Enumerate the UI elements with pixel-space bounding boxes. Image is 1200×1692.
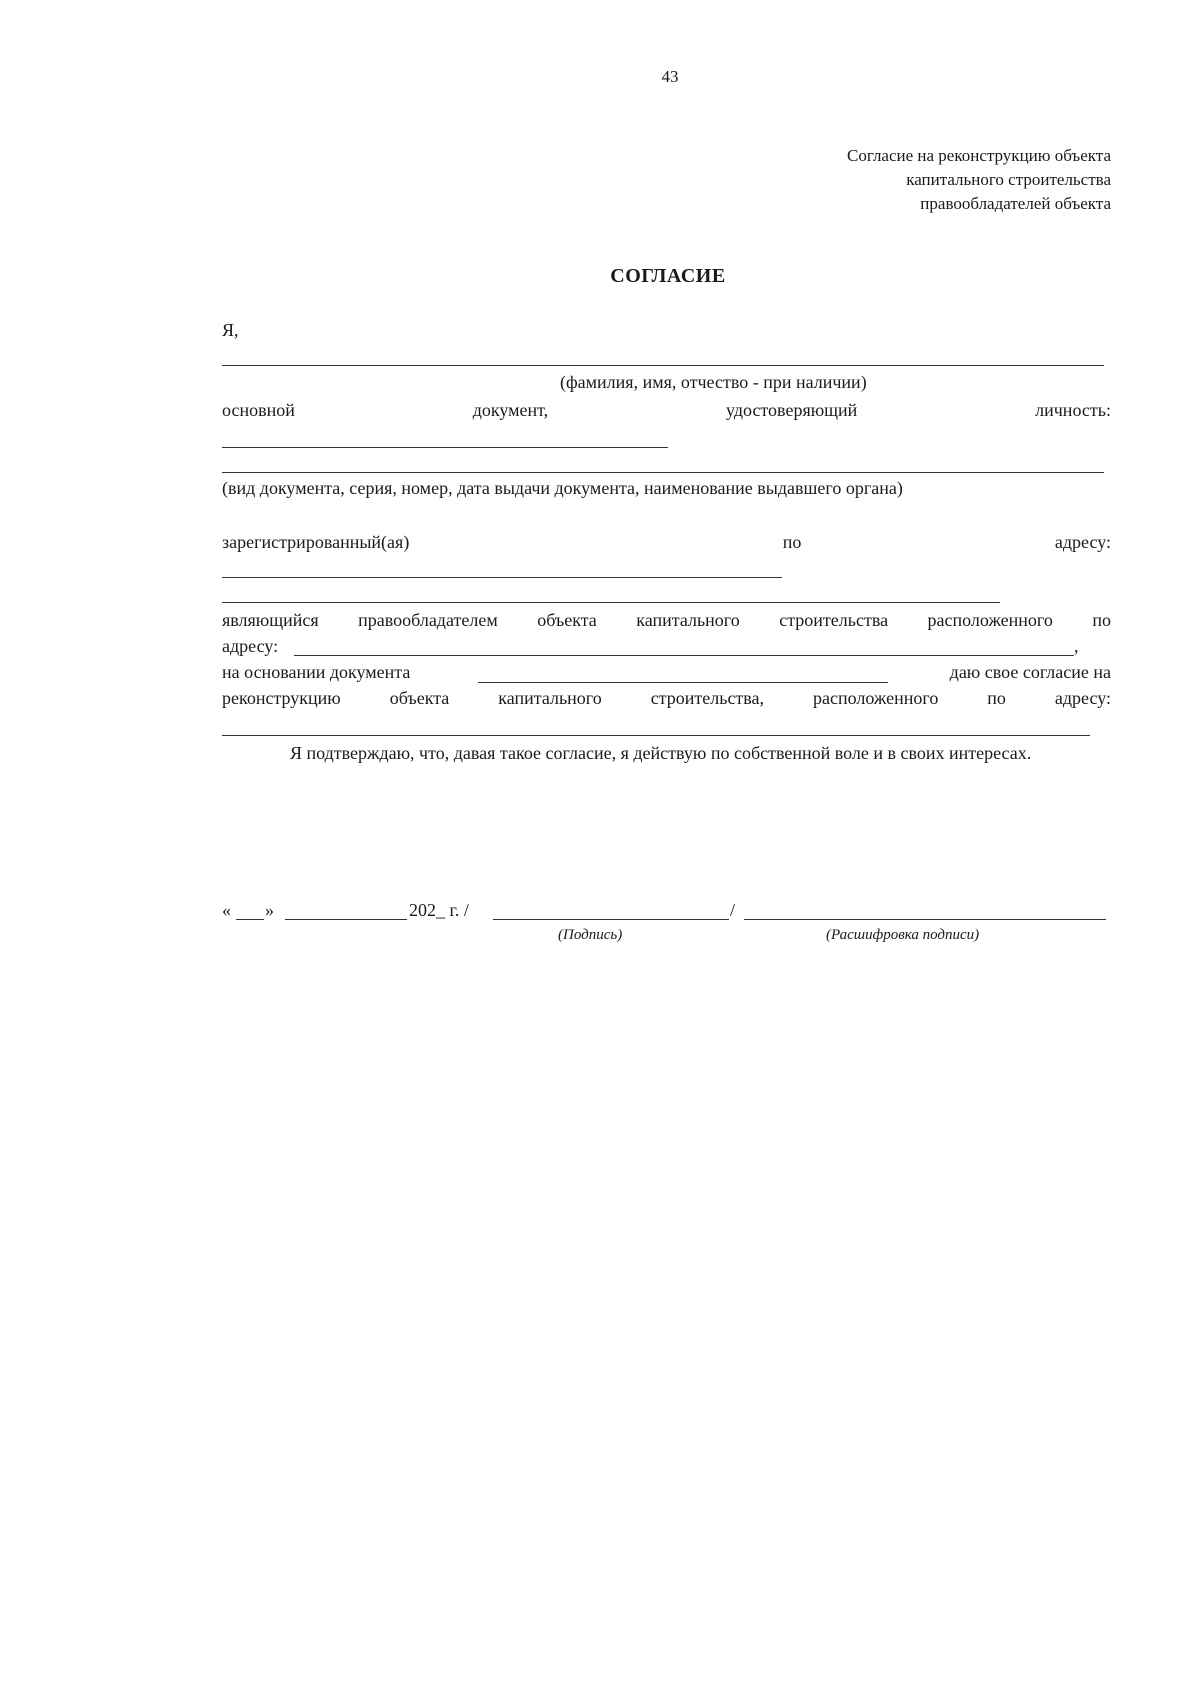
id-document-caption: (вид документа, серия, номер, дата выдачи документа, наименование выдавшего органа) xyxy=(222,478,903,498)
fio-caption: (фамилия, имя, отчество - при наличии) xyxy=(560,372,867,392)
registered-word: по xyxy=(782,532,802,552)
id-document-field-line-2[interactable] xyxy=(222,472,1104,473)
rightholder-word: капитального xyxy=(636,610,740,630)
header-line: капитального строительства xyxy=(906,170,1111,189)
registered-address-line[interactable] xyxy=(222,577,782,578)
rightholder-word: правообладателем xyxy=(358,610,498,630)
reconstruction-word: объекта xyxy=(389,688,450,708)
date-day-line[interactable] xyxy=(236,919,264,920)
header-line: правообладателей объекта xyxy=(920,194,1111,213)
document-header xyxy=(847,144,1111,216)
signature-slash: / xyxy=(730,900,736,920)
rightholder-word: строительства xyxy=(779,610,889,630)
registered-row xyxy=(222,532,1111,553)
basis-document-line[interactable] xyxy=(478,682,888,683)
signature-caption: (Подпись) xyxy=(558,927,623,943)
document-title: СОГЛАСИЕ xyxy=(610,265,726,287)
reconstruction-word: капитального xyxy=(498,688,602,708)
header-line: Согласие на реконструкцию объекта xyxy=(847,146,1111,165)
id-doc-word: удостоверяющий xyxy=(725,400,858,420)
reconstruction-row xyxy=(222,688,1111,709)
id-document-row xyxy=(222,400,1111,421)
consent-tail: даю свое согласие на xyxy=(949,662,1111,682)
id-document-field-line[interactable] xyxy=(222,447,668,448)
signature-decoding-line[interactable] xyxy=(744,919,1106,920)
object-address-line[interactable] xyxy=(294,655,1074,656)
date-month-line[interactable] xyxy=(285,919,407,920)
rightholder-word: объекта xyxy=(537,610,597,630)
reconstruction-word: адресу: xyxy=(1054,688,1111,708)
id-doc-word: личность: xyxy=(1035,400,1111,420)
registered-word: адресу: xyxy=(1054,532,1111,552)
rightholder-word: являющийся xyxy=(222,610,319,630)
registered-address-line-2[interactable] xyxy=(222,602,1000,603)
registered-word: зарегистрированный(ая) xyxy=(222,532,410,552)
rightholder-word: по xyxy=(1092,610,1111,630)
fio-field-line[interactable] xyxy=(222,365,1104,366)
signature-line[interactable] xyxy=(493,919,729,920)
reconstruction-word: строительства, xyxy=(650,688,765,708)
reconstruction-word: по xyxy=(987,688,1006,708)
id-doc-word: основной xyxy=(222,400,295,420)
rightholder-word: расположенного xyxy=(927,610,1053,630)
reconstruction-address-line[interactable] xyxy=(222,735,1090,736)
rightholder-row xyxy=(222,610,1111,631)
i-label: Я, xyxy=(222,320,239,340)
page-number: 43 xyxy=(661,67,679,86)
object-address-label: адресу: xyxy=(222,636,279,656)
object-address-comma: , xyxy=(1074,636,1079,656)
date-year-text: 202_ г. / xyxy=(409,900,469,920)
id-doc-word: документ, xyxy=(472,400,549,420)
signature-decoding-caption: (Расшифровка подписи) xyxy=(826,927,980,943)
confirmation-paragraph: Я подтверждаю, что, давая такое согласие, я действую по собственной воле и в своих интересах. xyxy=(290,743,1032,763)
reconstruction-word: реконструкцию xyxy=(222,688,341,708)
basis-label: на основании документа xyxy=(222,662,411,682)
reconstruction-word: расположенного xyxy=(813,688,939,708)
date-day-close-quote: » xyxy=(265,900,274,920)
date-day-open-quote: « xyxy=(222,900,231,920)
